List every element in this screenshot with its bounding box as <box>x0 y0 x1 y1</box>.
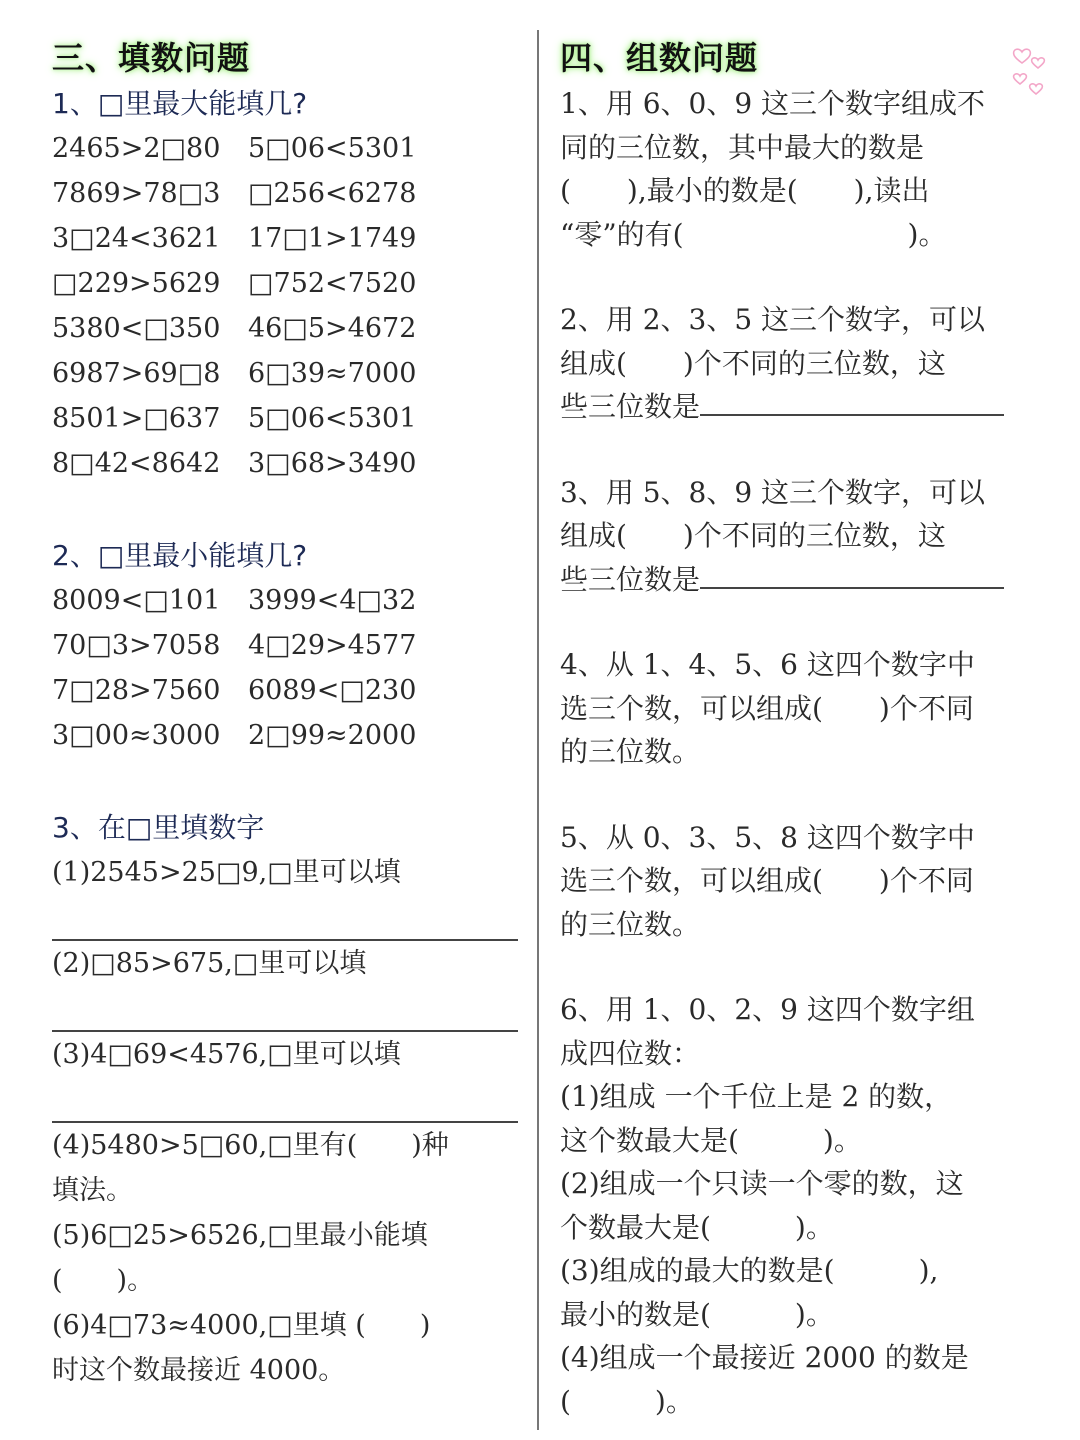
question-line: 选三个数，可以组成( )个不同 <box>560 864 974 897</box>
r-question-2 <box>560 298 1040 429</box>
q2-item: 6089<□230 <box>248 675 417 706</box>
hearts-decoration-icon <box>1008 40 1052 102</box>
question-line: 组成( )个不同的三位数，这 <box>560 346 946 380</box>
r-question-3 <box>560 471 1040 602</box>
q1-item: 5□06<5301 <box>248 403 417 434</box>
q1-row <box>52 441 522 486</box>
q1-item: 7869>78□3 <box>52 178 221 209</box>
q3-part-4-cont: 填法。 <box>52 1175 133 1206</box>
question-line: 的三位数。 <box>560 735 701 768</box>
q2-row <box>52 668 522 713</box>
q1-title: 1、□里最大能填几? <box>52 87 308 120</box>
r-question-6 <box>560 988 1040 1423</box>
answer-line <box>700 559 1004 589</box>
q2-item: 70□3>7058 <box>52 630 221 661</box>
q3-part-6: (6)4□73≈4000,□里填 ( ) <box>52 1310 431 1341</box>
q1-row <box>52 171 522 216</box>
question-line: 的三位数。 <box>560 907 701 941</box>
q1-item: 3□24<3621 <box>52 223 221 254</box>
question-line: 3、用 5、8、9 这三个数字，可以 <box>560 475 986 509</box>
question-line <box>560 558 1040 602</box>
q1-row <box>52 261 522 306</box>
q3-part-5-cont: ( )。 <box>52 1265 155 1296</box>
question-line: 同的三位数，其中最大的数是 <box>560 130 925 164</box>
answer-line <box>700 386 1004 416</box>
answer-line <box>52 986 518 1032</box>
question-line: (3)组成的最大的数是( ), <box>560 1254 939 1287</box>
q1-item: 6□39≈7000 <box>248 358 417 389</box>
question-line: 组成( )个不同的三位数，这 <box>560 519 946 552</box>
q2-item: 3999<4□32 <box>248 585 417 616</box>
question-line: ( ),最小的数是( ),读出 <box>560 174 930 207</box>
q2-list <box>52 578 522 758</box>
q1-list <box>52 126 522 486</box>
question-line: 5、从 0、3、5、8 这四个数字中 <box>560 820 975 854</box>
question-text: 些三位数是 <box>560 390 701 423</box>
section-title-form-numbers: 四、组数问题 <box>560 39 759 77</box>
question-line: 6、用 1、0、2、9 这四个数字组 <box>560 993 975 1026</box>
q2-item: 4□29>4577 <box>248 630 417 661</box>
q3-part-6-cont: 时这个数最接近 4000。 <box>52 1355 346 1386</box>
question-line: 最小的数是( )。 <box>560 1297 834 1331</box>
q3-part-5: (5)6□25>6526,□里最小能填 <box>52 1220 428 1251</box>
question-line: 个数最大是( )。 <box>560 1210 834 1244</box>
r-question-4 <box>560 643 1040 774</box>
question-text: 些三位数是 <box>560 562 701 596</box>
right-column <box>560 34 1040 1423</box>
q1-row <box>52 351 522 396</box>
q3-title: 3、在□里填数字 <box>52 811 265 844</box>
question-line: (4)组成一个最接近 2000 的数是 <box>560 1341 969 1374</box>
q1-row <box>52 126 522 171</box>
q2-row <box>52 623 522 668</box>
q1-row <box>52 396 522 441</box>
q2-title: 2、□里最小能填几? <box>52 539 308 572</box>
q2-item: 8009<□101 <box>52 585 221 616</box>
q1-item: □752<7520 <box>248 268 417 299</box>
left-column <box>52 34 522 1393</box>
section-title-fill-numbers: 三、填数问题 <box>52 39 251 77</box>
q1-item: □229>5629 <box>52 268 221 299</box>
question-line: 选三个数，可以组成( )个不同 <box>560 691 974 725</box>
q3-part-3: (3)4□69<4576,□里可以填 <box>52 1039 401 1070</box>
question-line: 这个数最大是( )。 <box>560 1123 862 1157</box>
q3-part-4: (4)5480>5□60,□里有( )种 <box>52 1130 449 1161</box>
q1-row <box>52 306 522 351</box>
q2-row <box>52 578 522 623</box>
r-question-5 <box>560 816 1040 947</box>
q2-row <box>52 713 522 758</box>
q3-part-1: (1)2545>25□9,□里可以填 <box>52 857 401 888</box>
q2-item: 3□00≈3000 <box>52 720 221 751</box>
q1-item: 2465>2□80 <box>52 133 221 164</box>
q1-item: 8□42<8642 <box>52 448 221 479</box>
column-divider <box>537 30 539 1430</box>
q3-part-2: (2)□85>675,□里可以填 <box>52 948 367 979</box>
question-line: 4、从 1、4、5、6 这四个数字中 <box>560 648 975 681</box>
question-line: 成四位数： <box>560 1036 701 1070</box>
q1-item: 8501>□637 <box>52 403 221 434</box>
question-line: “零”的有( )。 <box>560 217 947 251</box>
question-line: (1)组成 一个千位上是 2 的数， <box>560 1080 953 1113</box>
q1-item: 3□68>3490 <box>248 448 417 479</box>
question-line: (2)组成一个只读一个零的数，这 <box>560 1167 964 1200</box>
q1-item: 6987>69□8 <box>52 358 221 389</box>
question-line: ( )。 <box>560 1384 694 1418</box>
q1-item: 5380<□350 <box>52 313 221 344</box>
q2-item: 2□99≈2000 <box>248 720 417 751</box>
question-line: 1、用 6、0、9 这三个数字组成不 <box>560 87 986 120</box>
q1-item: □256<6278 <box>248 178 417 209</box>
q2-item: 7□28>7560 <box>52 675 221 706</box>
r-question-1 <box>560 82 1040 256</box>
q1-item: 17□1>1749 <box>248 223 417 254</box>
question-line <box>560 385 1040 429</box>
q1-item: 5□06<5301 <box>248 133 417 164</box>
q1-item: 46□5>4672 <box>248 313 417 344</box>
q1-row <box>52 216 522 261</box>
answer-line <box>52 895 518 941</box>
question-line: 2、用 2、3、5 这三个数字，可以 <box>560 303 986 336</box>
answer-line <box>52 1077 518 1123</box>
